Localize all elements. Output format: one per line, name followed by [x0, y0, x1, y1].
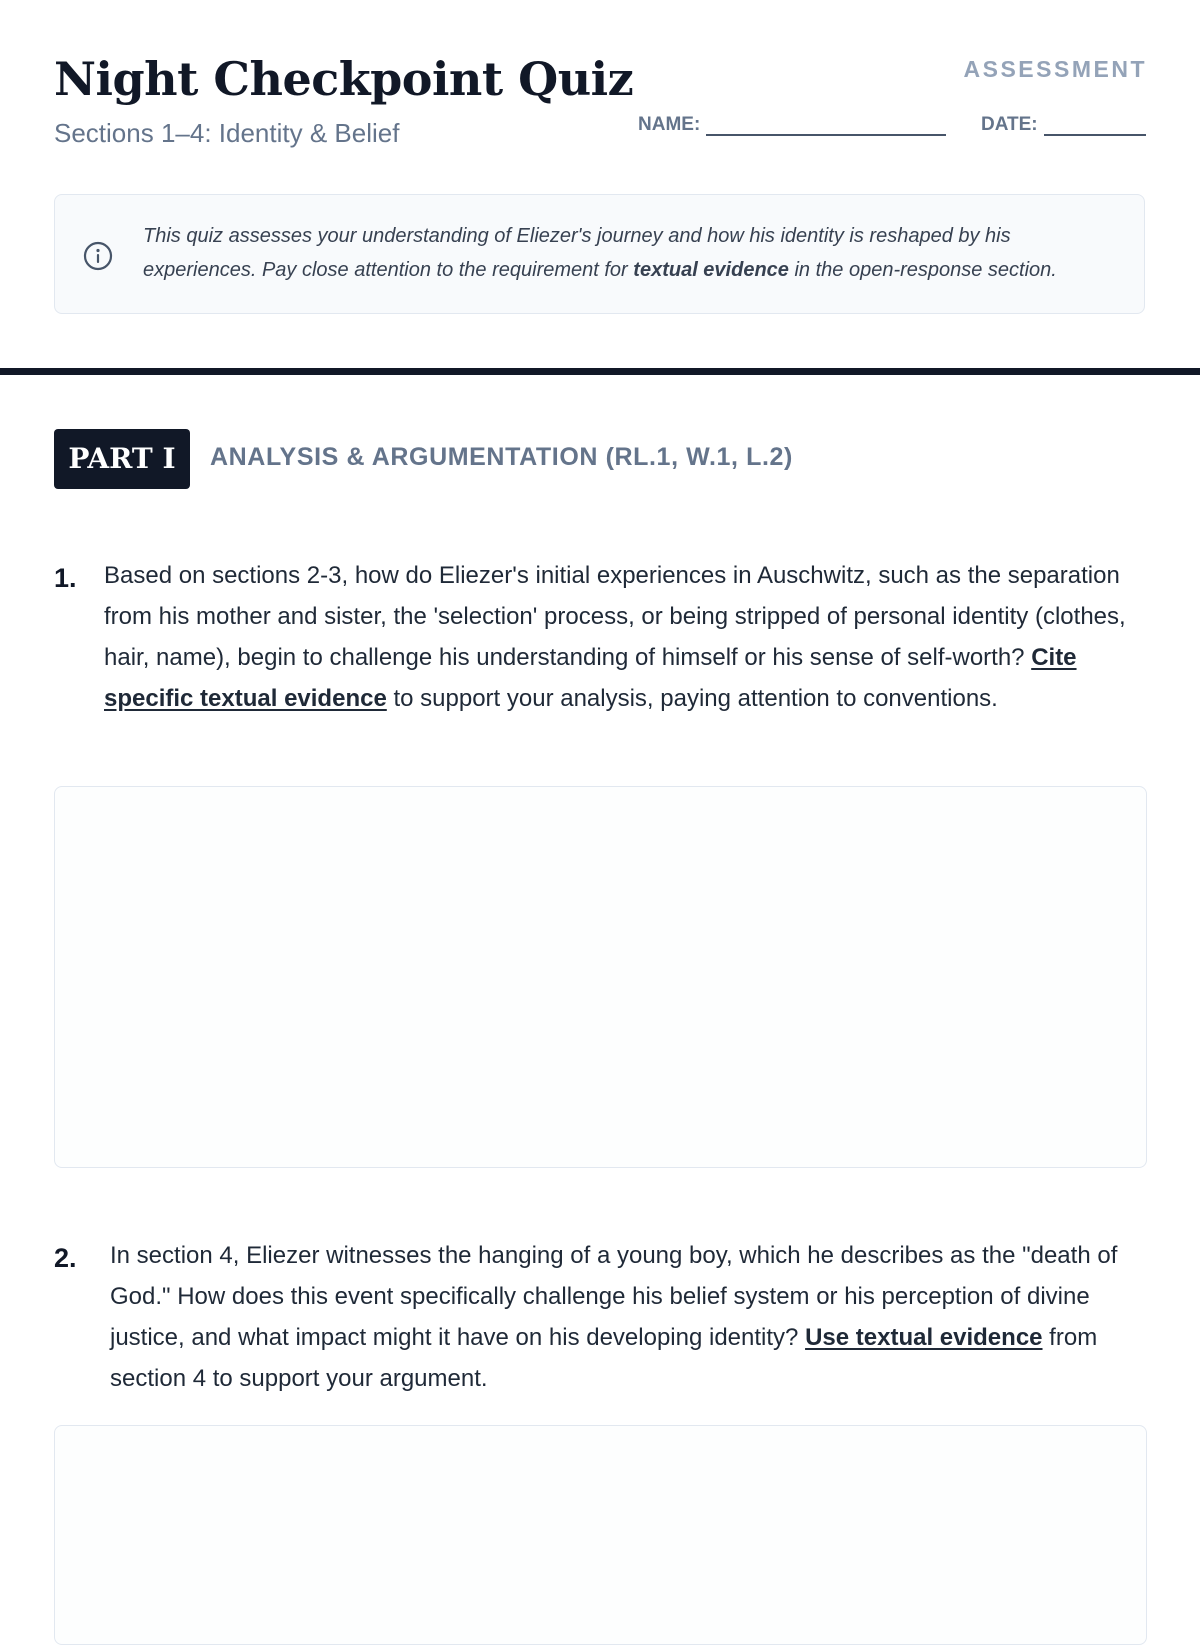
question-number: 1. [54, 563, 77, 593]
quiz-header [54, 0, 1147, 170]
name-label: NAME: [638, 114, 701, 135]
date-field[interactable] [981, 114, 1146, 136]
question-text-end: from section 4 to support your argument. [110, 1324, 1098, 1392]
question-emphasis: Cite specific textual evidence [104, 644, 1077, 712]
name-blank-line[interactable] [706, 116, 946, 136]
part-title: ANALYSIS & ARGUMENTATION (RL.1, W.1, L.2) [210, 443, 793, 471]
question-2 [54, 1235, 1147, 1405]
assessment-label: ASSESSMENT [963, 56, 1147, 82]
question-text [110, 1235, 1150, 1399]
question-text-part: In section 4, Eliezer witnesses the hanging of a young boy, which he describes as the "death of God." How does this event specifically challenge his belief system or his perception of divine justice, and what impact might it have on his developing identity? [110, 1242, 1118, 1351]
name-field[interactable] [638, 114, 946, 136]
answer-box-1[interactable] [54, 786, 1147, 1168]
quiz-title: Night Checkpoint Quiz [54, 52, 634, 106]
question-text-part: Based on sections 2-3, how do Eliezer's initial experiences in Auschwitz, such as the separation from his mother and sister, the 'selection' process, or being stripped of personal identity (clothes, hair, name), begin to challenge his understanding of himself or his sense of self-worth? [104, 562, 1126, 671]
instructions-text [143, 219, 1118, 287]
question-text [104, 555, 1149, 719]
instructions-text-part: This quiz assesses your understanding of Eliezer's journey and how his identity is reshaped by his experiences. Pay close attention to the requirement for [143, 225, 1011, 281]
date-label: DATE: [981, 114, 1038, 135]
instructions-emphasis: textual evidence [633, 259, 789, 281]
question-number: 2. [54, 1243, 77, 1273]
question-1 [54, 555, 1147, 755]
info-circle-icon [83, 241, 113, 271]
question-text-end: to support your analysis, paying attention to conventions. [386, 685, 998, 712]
section-divider [0, 368, 1200, 375]
question-emphasis: Use textual evidence [805, 1324, 1043, 1351]
instructions-text-end: in the open-response section. [788, 259, 1057, 281]
date-blank-line[interactable] [1044, 116, 1146, 136]
answer-box-2[interactable] [54, 1425, 1147, 1645]
instructions-box [54, 194, 1145, 314]
quiz-subtitle: Sections 1–4: Identity & Belief [54, 118, 400, 148]
part-badge: PART I [54, 429, 190, 489]
